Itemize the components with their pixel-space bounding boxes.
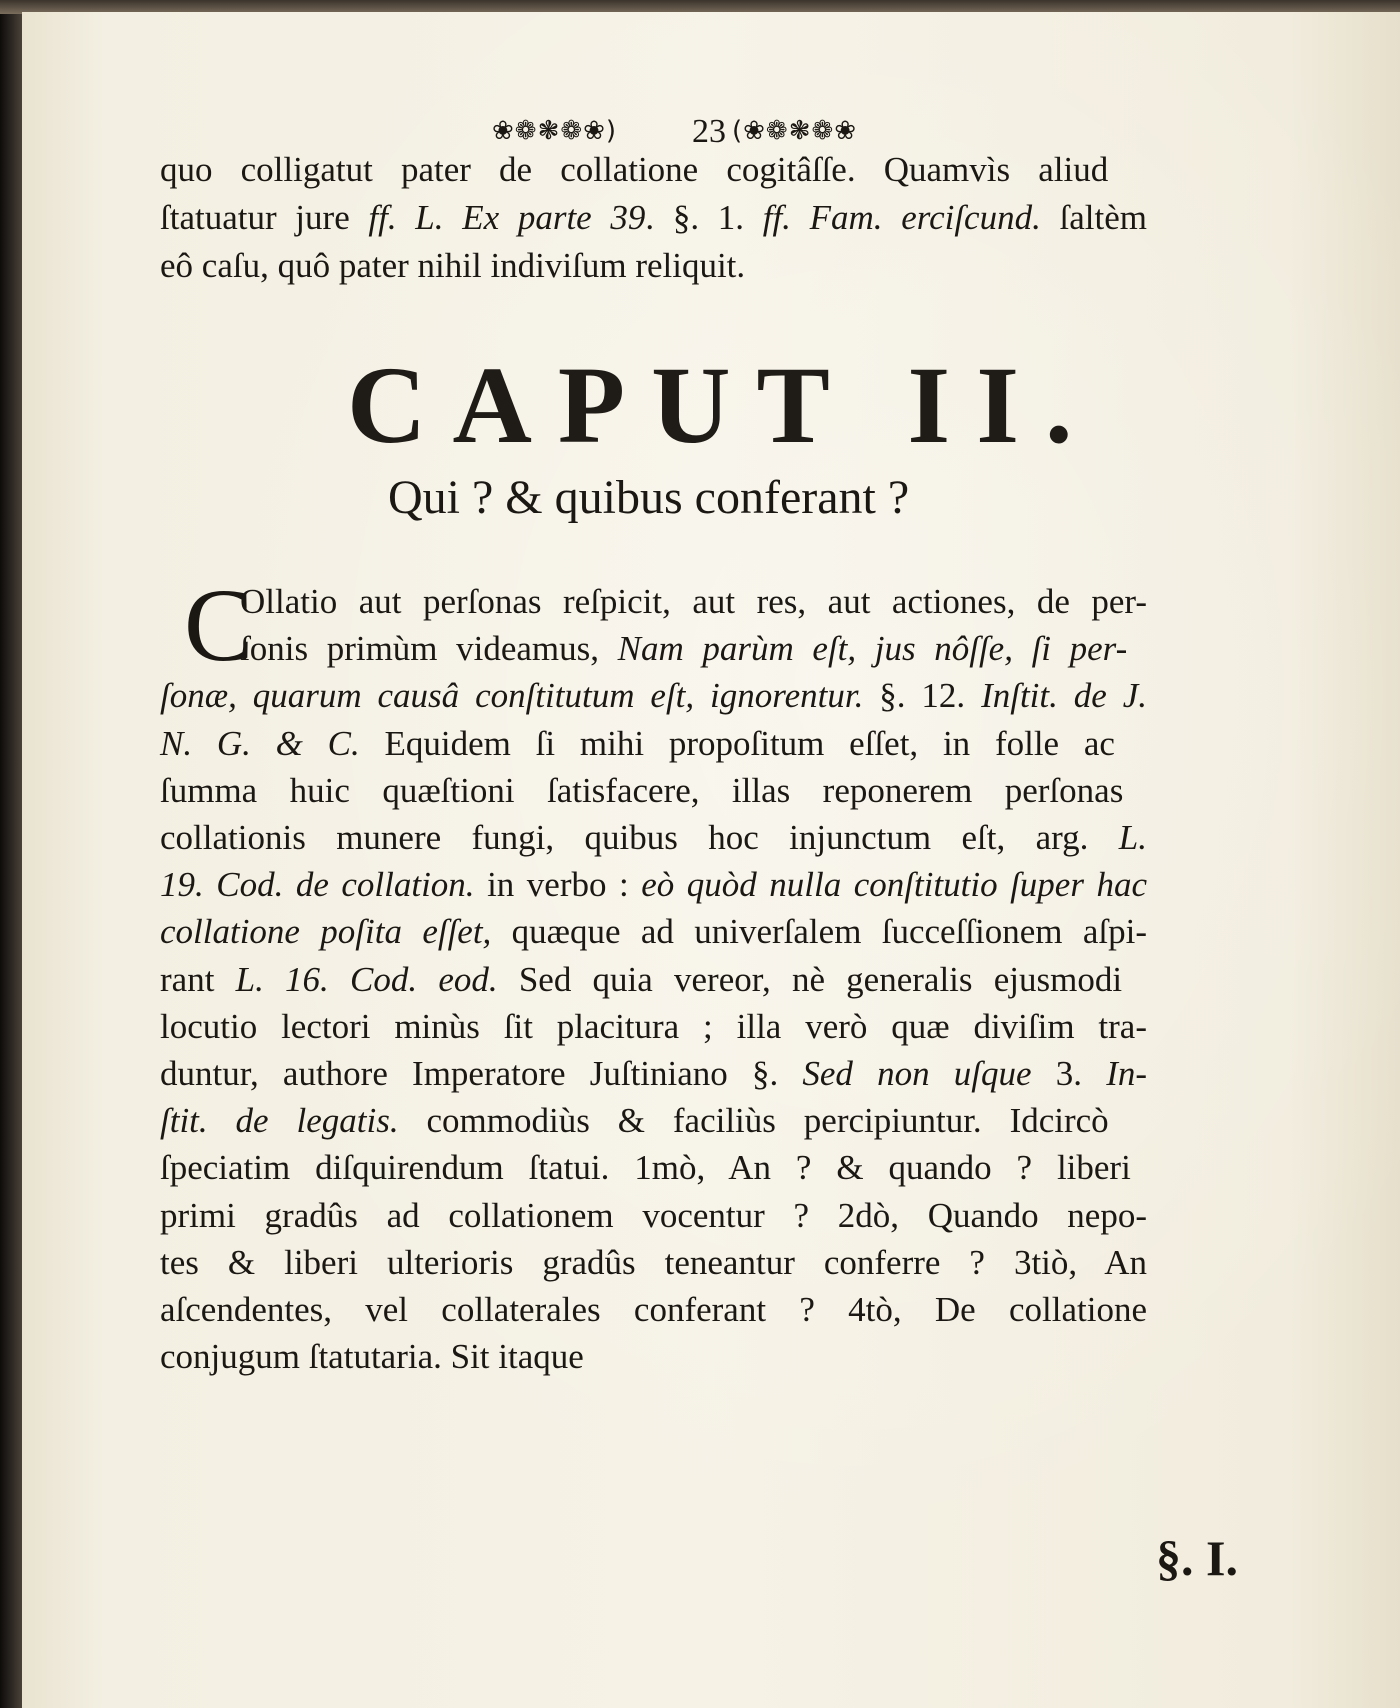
- italic-text-segment: Sed non uſque: [802, 1054, 1032, 1093]
- text-line: [160, 959, 1123, 999]
- text-line: [160, 912, 1147, 952]
- text-segment: in verbo :: [474, 865, 642, 905]
- text-line: [160, 152, 1108, 187]
- text-line: [160, 1337, 584, 1377]
- text-line: [240, 584, 1147, 619]
- text-segment: Equidem ſi mihi propoſitum eſſet, in folle ac: [359, 723, 1115, 763]
- italic-text-segment: In-: [1106, 1054, 1147, 1093]
- header-ornament-right: (❀❁❃❁❀: [732, 116, 858, 146]
- text-segment: primi gradûs ad collationem vocentur ? 2dò, Quando nepo-: [160, 1195, 1147, 1235]
- text-segment: ſpeciatim diſquirendum ſtatui. 1mò, An ? & quando ? liberi: [160, 1148, 1131, 1188]
- text-segment: conjugum ſtatutaria. Sit itaque: [160, 1337, 584, 1377]
- text-segment: quæque ad univerſalem ſucceſſionem aſpi-: [491, 912, 1147, 952]
- italic-text-segment: ff. L. Ex parte: [368, 198, 592, 237]
- text-segment: Ollatio aut perſonas reſpicit, aut res, aut actiones, de per-: [240, 582, 1147, 621]
- text-line: [160, 1195, 1147, 1235]
- text-segment: locutio lectori minùs ſit placitura ; illa verò quæ diviſim tra-: [160, 1006, 1147, 1046]
- italic-text-segment: ſonæ, quarum causâ conſtitutum eſt, ignorentur.: [160, 676, 864, 716]
- text-segment: ſonis primùm videamus,: [240, 629, 618, 669]
- italic-text-segment: collatione poſita eſſet,: [160, 912, 492, 952]
- text-line: [160, 676, 1147, 716]
- text-segment: 3.: [1031, 1054, 1107, 1093]
- text-segment: Sed quia vereor, nè generalis ejusmodi: [497, 959, 1123, 999]
- italic-text-segment: L.: [1118, 818, 1147, 857]
- chapter-subtitle: Qui ? & quibus conferant ?: [388, 471, 910, 524]
- text-line: [160, 865, 1147, 905]
- text-segment: . §. 1.: [645, 198, 763, 237]
- chapter-title: CAPUT II.: [347, 344, 1099, 466]
- text-line: [160, 1292, 1147, 1327]
- italic-text-segment: Inſtit. de J.: [981, 676, 1147, 716]
- italic-text-segment: Nam parùm eſt, jus nôſſe, ſi per-: [617, 629, 1128, 669]
- text-segment: eô caſu, quô pater nihil indiviſum reliquit.: [160, 246, 746, 285]
- text-line: [160, 770, 1124, 810]
- page-number: 23: [692, 113, 726, 150]
- book-page: [22, 12, 1400, 1708]
- italic-text-segment: eò quòd nulla conſtitutio ſuper hac: [641, 865, 1147, 905]
- text-line: [160, 820, 1147, 855]
- text-segment: aſcendentes, vel collaterales conferant ? 4tò, De collatione: [160, 1290, 1147, 1329]
- text-line: [160, 723, 1115, 763]
- italic-text-segment: ſtit. de legatis.: [160, 1101, 399, 1141]
- text-line: [240, 629, 1128, 669]
- text-segment: duntur, authore Imperatore Juſtiniano §.: [160, 1054, 803, 1093]
- text-segment: ſumma huic quæſtioni ſatisfacere, illas reponerem perſonas: [160, 770, 1124, 810]
- text-segment: ſaltèm: [1040, 198, 1147, 237]
- header-ornament-left: ❀❁❃❁❀): [492, 116, 618, 146]
- italic-text-segment: N. G. & C.: [160, 723, 360, 763]
- text-segment: quo colligatut pater de collatione cogitâſſe. Quamvìs aliud: [160, 150, 1109, 189]
- italic-text-segment: 39: [610, 198, 646, 237]
- text-segment: [592, 198, 611, 237]
- drop-cap: C: [184, 568, 254, 683]
- text-line: [160, 1101, 1109, 1141]
- text-segment: rant: [160, 959, 236, 999]
- text-line: [160, 248, 745, 283]
- text-line: [160, 1148, 1131, 1188]
- text-line: [160, 1056, 1147, 1091]
- italic-text-segment: ff. Fam. erciſcund.: [762, 198, 1041, 237]
- text-segment: commodiùs & faciliùs percipiuntur. Idcircò: [398, 1101, 1109, 1141]
- text-segment: ſtatuatur jure: [160, 198, 369, 237]
- italic-text-segment: L. 16. Cod. eod.: [235, 959, 498, 999]
- text-line: [160, 1242, 1147, 1282]
- text-segment: §. 12.: [863, 676, 982, 716]
- text-segment: collationis munere fungi, quibus hoc injunctum eſt, arg.: [160, 818, 1119, 857]
- text-line: [160, 1006, 1147, 1046]
- section-signature-mark: §. I.: [1156, 1530, 1238, 1586]
- italic-text-segment: 19. Cod. de collation.: [160, 865, 475, 905]
- book-spine: [0, 0, 22, 1708]
- text-line: [160, 200, 1147, 235]
- text-segment: tes & liberi ulterioris gradûs teneantur conferre ? 3tiò, An: [160, 1242, 1147, 1282]
